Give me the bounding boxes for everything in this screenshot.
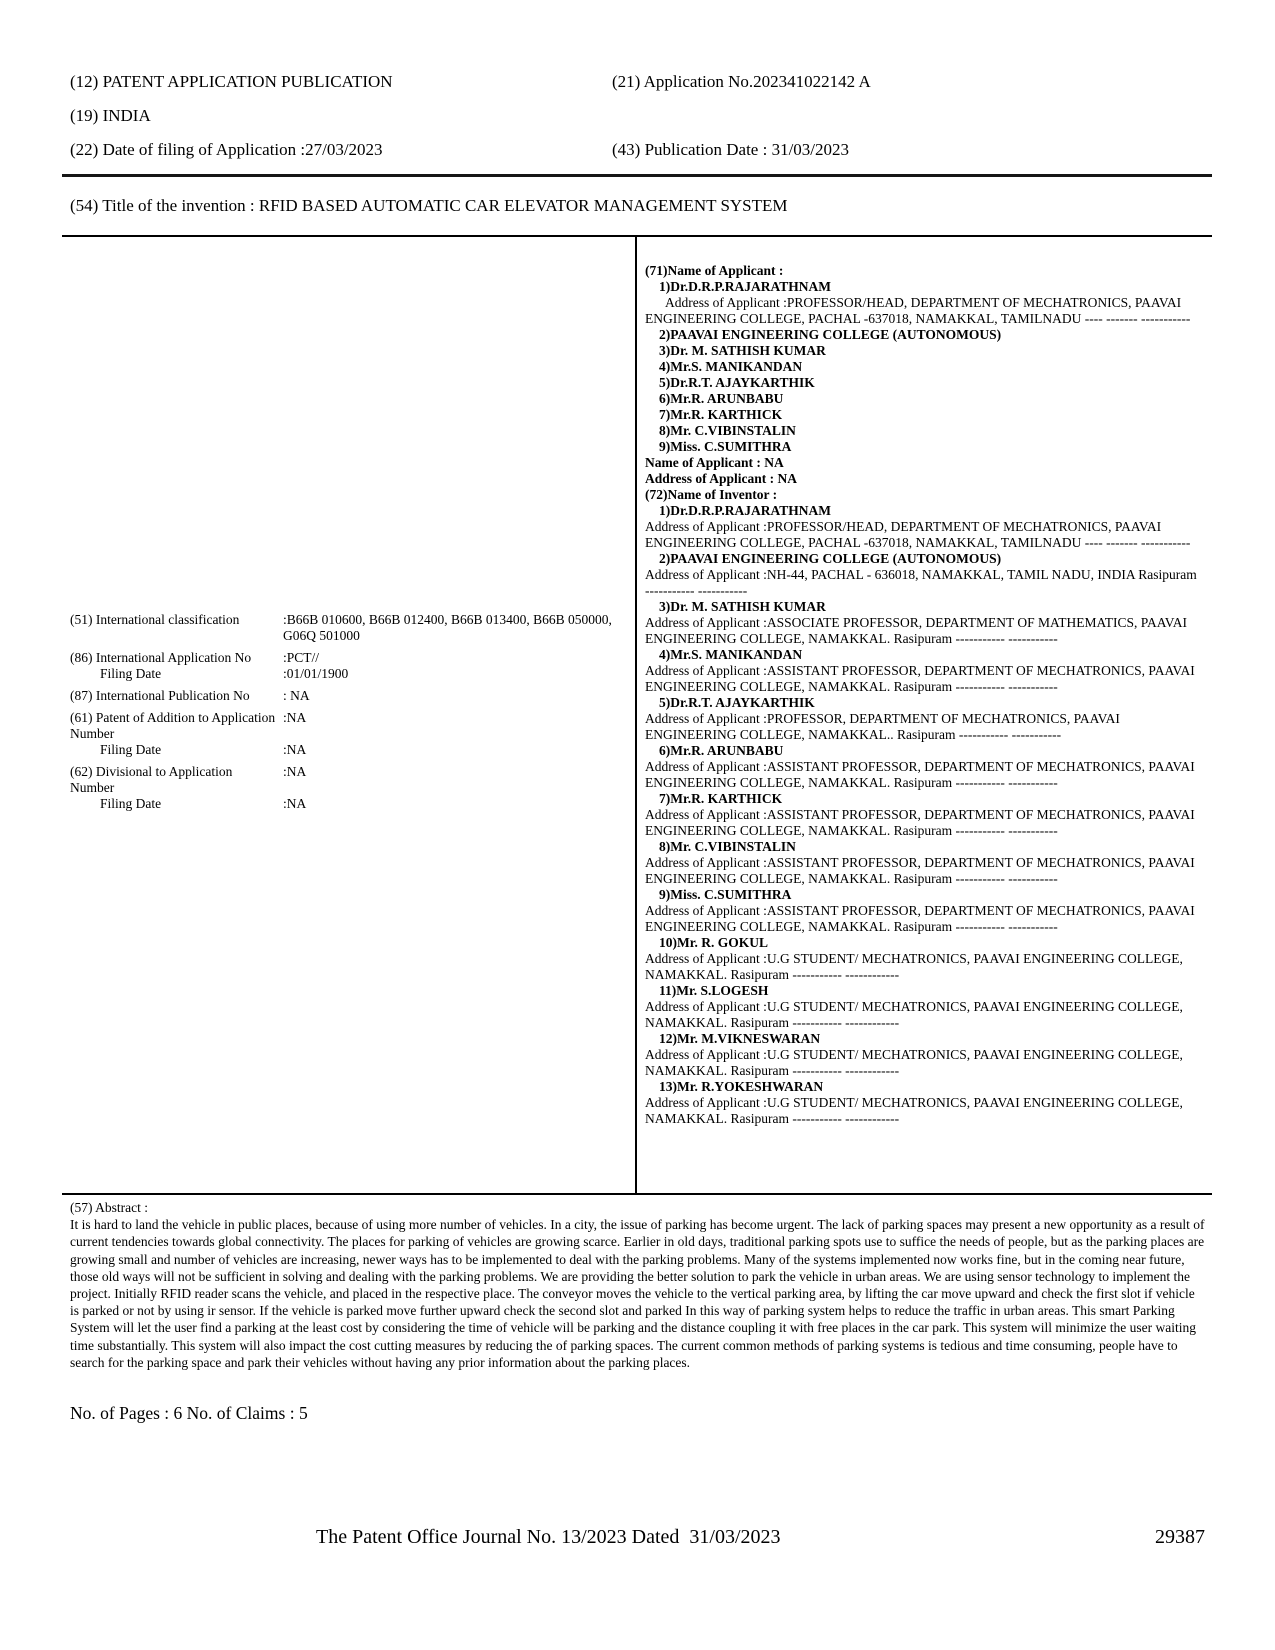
abstract-section bbox=[70, 1199, 1207, 1371]
biblio-row bbox=[70, 650, 627, 666]
party-address-line: Address of Applicant :ASSISTANT PROFESSOR, DEPARTMENT OF MECHATRONICS, PAAVAI ENGINEERING COLLEGE, NAMAKKAL. Rasipuram ----------- ----------- bbox=[645, 807, 1195, 838]
party-name-line: Address of Applicant : NA bbox=[645, 471, 798, 486]
header-row-2 bbox=[70, 106, 1212, 140]
party-address-line: Address of Applicant :NH-44, PACHAL - 636018, NAMAKKAL, TAMIL NADU, INDIA Rasipuram ----------- ----------- bbox=[645, 567, 1197, 598]
party-name-line: 5)Dr.R.T. AJAYKARTHIK bbox=[659, 695, 815, 710]
application-number: (21) Application No.202341022142 A bbox=[612, 72, 871, 91]
biblio-value: :B66B 010600, B66B 012400, B66B 013400, B66B 050000, G06Q 501000 bbox=[283, 612, 612, 643]
biblio-row bbox=[70, 666, 627, 682]
biblio-label: Filing Date bbox=[100, 796, 162, 811]
party-name-line: 8)Mr. C.VIBINSTALIN bbox=[659, 423, 796, 438]
header-row-3 bbox=[70, 140, 1212, 174]
party-address-line: Address of Applicant :U.G STUDENT/ MECHATRONICS, PAAVAI ENGINEERING COLLEGE, NAMAKKAL. Rasipuram ----------- ------------ bbox=[645, 999, 1183, 1030]
bibliographic-table bbox=[62, 235, 1212, 1195]
biblio-value: :PCT// bbox=[283, 650, 320, 665]
abstract-text: It is hard to land the vehicle in public places, because of using more number of vehicles. In a city, the issue of parking has become urgent. The lack of parking spaces may present a new opportunity as a result of current tendencies towards global connectivity. The places for parking of vehicles are growing scarce. Earlier in old days, traditional parking spots use to suffice the needs of people, but as the parking places are growing small and number of vehicles are increasing, newer ways has to be implemented to deal with the parking problems. Many of the systems implemented now works fine, but in the coming near future, those old ways will not be sufficient in solving and dealing with the parking problems. We are providing the better solution to park the vehicle in urban areas. We are using sensor technology to implement the project. Initially RFID reader scans the vehicle, and placed in the respective place. The conveyor moves the vehicle to the vertical parking area, by lifting the car move upward and check the first slot if vehicle is parked or not by using ir sensor. If the vehicle is parked move further upward check the second slot and parked In this way of parking system helps to reduce the traffic in urban areas. This smart Parking System will let the user find a parking at the least cost by considering the time of vehicle will be parking and the distance coupling it with free places in the car park. This system will minimize the user waiting time substantially. This system will also impact the cost cutting measures by reducing the of parking spaces. The current common methods of parking systems is tedious and time consuming, people have to search for the parking space and park their vehicles without having any prior information about the parking places. bbox=[70, 1217, 1205, 1370]
party-name-line: 9)Miss. C.SUMITHRA bbox=[659, 887, 792, 902]
biblio-label: (87) International Publication No bbox=[70, 688, 250, 703]
party-address-line: Address of Applicant :U.G STUDENT/ MECHATRONICS, PAAVAI ENGINEERING COLLEGE, NAMAKKAL. Rasipuram ----------- ------------ bbox=[645, 951, 1183, 982]
biblio-label: (61) Patent of Addition to Application Number bbox=[70, 710, 276, 741]
party-name-line: 2)PAAVAI ENGINEERING COLLEGE (AUTONOMOUS) bbox=[659, 327, 1002, 342]
party-name-line: 5)Dr.R.T. AJAYKARTHIK bbox=[659, 375, 815, 390]
filing-date: (22) Date of filing of Application :27/03/2023 bbox=[70, 140, 383, 159]
party-address-line: Address of Applicant :PROFESSOR/HEAD, DEPARTMENT OF MECHATRONICS, PAAVAI ENGINEERING COLLEGE, PACHAL -637018, NAMAKKAL, TAMILNADU ---- ------- ----------- bbox=[645, 295, 1191, 326]
party-name-line: (71)Name of Applicant : bbox=[645, 263, 784, 278]
party-name-line: 6)Mr.R. ARUNBABU bbox=[659, 391, 784, 406]
party-address-line: Address of Applicant :ASSISTANT PROFESSOR, DEPARTMENT OF MECHATRONICS, PAAVAI ENGINEERING COLLEGE, NAMAKKAL. Rasipuram ----------- ----------- bbox=[645, 663, 1195, 694]
biblio-label: (62) Divisional to Application Number bbox=[70, 764, 233, 795]
party-name-line: 3)Dr. M. SATHISH KUMAR bbox=[659, 599, 826, 614]
party-address-line: Address of Applicant :U.G STUDENT/ MECHATRONICS, PAAVAI ENGINEERING COLLEGE, NAMAKKAL. Rasipuram ----------- ------------ bbox=[645, 1095, 1183, 1126]
biblio-row bbox=[70, 710, 627, 742]
party-name-line: 1)Dr.D.R.P.RAJARATHNAM bbox=[659, 503, 831, 518]
party-address-line: Address of Applicant :ASSOCIATE PROFESSOR, DEPARTMENT OF MATHEMATICS, PAAVAI ENGINEERING COLLEGE, NAMAKKAL. Rasipuram ----------- ----------- bbox=[645, 615, 1188, 646]
biblio-value: :NA bbox=[283, 710, 307, 725]
party-name-line: 2)PAAVAI ENGINEERING COLLEGE (AUTONOMOUS) bbox=[659, 551, 1002, 566]
biblio-value: :NA bbox=[283, 796, 307, 811]
biblio-value: :01/01/1900 bbox=[283, 666, 349, 681]
biblio-label: (51) International classification bbox=[70, 612, 240, 627]
party-name-line: 11)Mr. S.LOGESH bbox=[659, 983, 769, 998]
party-address-line: Address of Applicant :PROFESSOR/HEAD, DEPARTMENT OF MECHATRONICS, PAAVAI ENGINEERING COLLEGE, PACHAL -637018, NAMAKKAL, TAMILNADU ---- ------- ----------- bbox=[645, 519, 1191, 550]
biblio-row bbox=[70, 688, 627, 704]
applicants-inventors-lines bbox=[645, 263, 1204, 1127]
party-name-line: Name of Applicant : NA bbox=[645, 455, 784, 470]
party-name-line: (72)Name of Inventor : bbox=[645, 487, 778, 502]
header-divider-rule bbox=[62, 174, 1212, 177]
party-name-line: 13)Mr. R.YOKESHWARAN bbox=[659, 1079, 824, 1094]
document-header bbox=[70, 72, 1212, 174]
biblio-value: :NA bbox=[283, 742, 307, 757]
classification-panel bbox=[62, 237, 635, 1193]
header-row-1 bbox=[70, 72, 1212, 106]
invention-title: (54) Title of the invention : RFID BASED AUTOMATIC CAR ELEVATOR MANAGEMENT SYSTEM bbox=[70, 196, 788, 215]
biblio-label: Filing Date bbox=[100, 742, 162, 757]
biblio-row bbox=[70, 796, 627, 812]
party-address-line: Address of Applicant :ASSISTANT PROFESSOR, DEPARTMENT OF MECHATRONICS, PAAVAI ENGINEERING COLLEGE, NAMAKKAL. Rasipuram ----------- ----------- bbox=[645, 759, 1195, 790]
country: (19) INDIA bbox=[70, 106, 151, 125]
party-address-line: Address of Applicant :PROFESSOR, DEPARTMENT OF MECHATRONICS, PAAVAI ENGINEERING COLLEGE, NAMAKKAL.. Rasipuram ----------- ----------- bbox=[645, 711, 1120, 742]
biblio-row bbox=[70, 612, 627, 644]
biblio-value: : NA bbox=[283, 688, 310, 703]
pages-claims-line: No. of Pages : 6 No. of Claims : 5 bbox=[70, 1403, 308, 1423]
party-name-line: 4)Mr.S. MANIKANDAN bbox=[659, 647, 803, 662]
party-name-line: 7)Mr.R. KARTHICK bbox=[659, 791, 783, 806]
party-name-line: 9)Miss. C.SUMITHRA bbox=[659, 439, 792, 454]
publication-type: (12) PATENT APPLICATION PUBLICATION bbox=[70, 72, 393, 91]
journal-page-number: 29387 bbox=[1155, 1526, 1205, 1548]
abstract-heading: (57) Abstract : bbox=[70, 1200, 148, 1215]
biblio-value: :NA bbox=[283, 764, 307, 779]
party-name-line: 6)Mr.R. ARUNBABU bbox=[659, 743, 784, 758]
journal-footer-line: The Patent Office Journal No. 13/2023 Dated 31/03/2023 bbox=[316, 1526, 781, 1548]
party-name-line: 10)Mr. R. GOKUL bbox=[659, 935, 768, 950]
party-name-line: 8)Mr. C.VIBINSTALIN bbox=[659, 839, 796, 854]
party-name-line: 4)Mr.S. MANIKANDAN bbox=[659, 359, 803, 374]
classification-rows bbox=[70, 612, 627, 812]
biblio-row bbox=[70, 764, 627, 796]
biblio-label: (86) International Application No bbox=[70, 650, 252, 665]
applicants-inventors-panel bbox=[635, 237, 1212, 1193]
biblio-row bbox=[70, 742, 627, 758]
party-address-line: Address of Applicant :ASSISTANT PROFESSOR, DEPARTMENT OF MECHATRONICS, PAAVAI ENGINEERING COLLEGE, NAMAKKAL. Rasipuram ----------- ----------- bbox=[645, 855, 1195, 886]
party-name-line: 12)Mr. M.VIKNESWARAN bbox=[659, 1031, 821, 1046]
party-name-line: 1)Dr.D.R.P.RAJARATHNAM bbox=[659, 279, 831, 294]
biblio-label: Filing Date bbox=[100, 666, 162, 681]
party-address-line: Address of Applicant :ASSISTANT PROFESSOR, DEPARTMENT OF MECHATRONICS, PAAVAI ENGINEERING COLLEGE, NAMAKKAL. Rasipuram ----------- ----------- bbox=[645, 903, 1195, 934]
party-address-line: Address of Applicant :U.G STUDENT/ MECHATRONICS, PAAVAI ENGINEERING COLLEGE, NAMAKKAL. Rasipuram ----------- ------------ bbox=[645, 1047, 1183, 1078]
party-name-line: 3)Dr. M. SATHISH KUMAR bbox=[659, 343, 826, 358]
publication-date: (43) Publication Date : 31/03/2023 bbox=[612, 140, 850, 159]
party-name-line: 7)Mr.R. KARTHICK bbox=[659, 407, 783, 422]
